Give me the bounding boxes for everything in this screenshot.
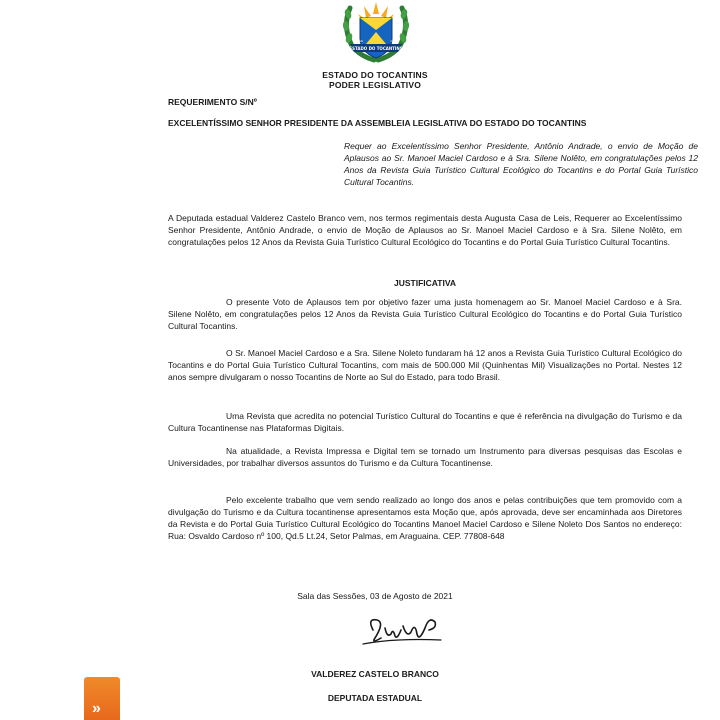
double-chevron-right-icon: » [92,700,101,717]
handwritten-signature [345,608,455,650]
justification-paragraph-1: O presente Voto de Aplausos tem por objetivo fazer uma justa homenagem ao Sr. Manoel Maciel Cardoso e à Sra. Silene Nolêto, em congratulações pelos 12 Anos da Revista Guia Turístico Cultural Ecológico do Tocantins e do Portal Guia Turístico Cultural Tocantins. [168,297,682,331]
justification-paragraph-3: Uma Revista que acredita no potencial Turístico Cultural do Tocantins e que é referência na divulgação do Turismo e da Cultura Tocantinense nas Plataformas Digitais. [168,411,682,433]
crest-banner-text: ESTADO DO TOCANTINS [349,46,403,51]
document-header [250,70,500,90]
justification-paragraph-4: Na atualidade, a Revista Impressa e Digital tem se tornado um Instrumento para diversas pesquisas das Escolas e Universidades, por trabalhar diversos assuntos do Turismo e da Cultura Tocantinense. [168,446,682,468]
request-title: REQUERIMENTO S/Nº [168,97,257,107]
header-branch: PODER LEGISLATIVO [328,80,422,90]
crest-left-text: 1º JAN [353,39,363,43]
signer-name: VALDEREZ CASTELO BRANCO [311,669,439,679]
justification-title: JUSTIFICATIVA [393,278,457,288]
intro-paragraph: A Deputada estadual Valderez Castelo Branco vem, nos termos regimentais desta Augusta Casa de Leis, Requerer ao Excelentíssimo Senhor Presidente, Antônio Andrade, o envio de Moção de Aplausos ao Sr. Manoel Maciel Cardoso e à Sra. Silene Nolêto, em congratulações pelos 12 Anos da Revista Guia Turístico Cultural Ecológico do Tocantins e do Portal Guia Turístico Cultural Tocantins. [168,213,682,247]
header-state: ESTADO DO TOCANTINS [322,70,428,80]
request-summary: Requer ao Excelentíssimo Senhor Presidente, Antônio Andrade, o envio de Moção de Aplausos ao Sr. Manoel Maciel Cardoso e à Sra. Silene Nolêto, em congratulações pelos 12 Anos da Revista Guia Turístico Cultural Ecológico do Tocantins e do Portal Guia Turístico Cultural Tocantins. [344,141,698,187]
addressee: EXCELENTÍSSIMO SENHOR PRESIDENTE DA ASSEMBLEIA LEGISLATIVA DO ESTADO DO TOCANTINS [168,118,587,128]
place-and-date: Sala das Sessões, 03 de Agosto de 2021 [297,591,453,601]
justification-paragraph-2: O Sr. Manoel Maciel Cardoso e a Sra. Silene Noleto fundaram há 12 anos a Revista Guia Turístico Cultural Ecológico do Tocantins e do Portal Guia Turístico Cultural Tocantins, com mais de 500.000 Mil (Quinhentas Mil) Visualizações no Portal. Nestes 12 anos sempre divulgaram o nosso Tocantins de Norte ao Sul do Estado, para todo Brasil. [168,348,682,382]
crest-right-text: 1989 [390,39,398,43]
justification-paragraph-5: Pelo excelente trabalho que vem sendo realizado ao longo dos anos e pelas contribuições que tem promovido com a divulgação do Turismo e da Cultura tocantinense apresentamos esta Moção que, após aprovada, deve ser encaminhada aos Diretores da Revista e do Portal Guia Turístico Cultural Ecológico do Tocantins Manoel Maciel Cardoso e Silene Noleto Dos Santos no endereço: Rua: Osvaldo Cardoso nº 100, Qd.5 Lt.24, Setor Palmas, em Araguaina. CEP. 77808-648 [168,495,682,541]
signer-role: DEPUTADA ESTADUAL [327,693,423,703]
coat-of-arms-logo [336,0,416,66]
page-nav-tab[interactable] [84,677,120,720]
